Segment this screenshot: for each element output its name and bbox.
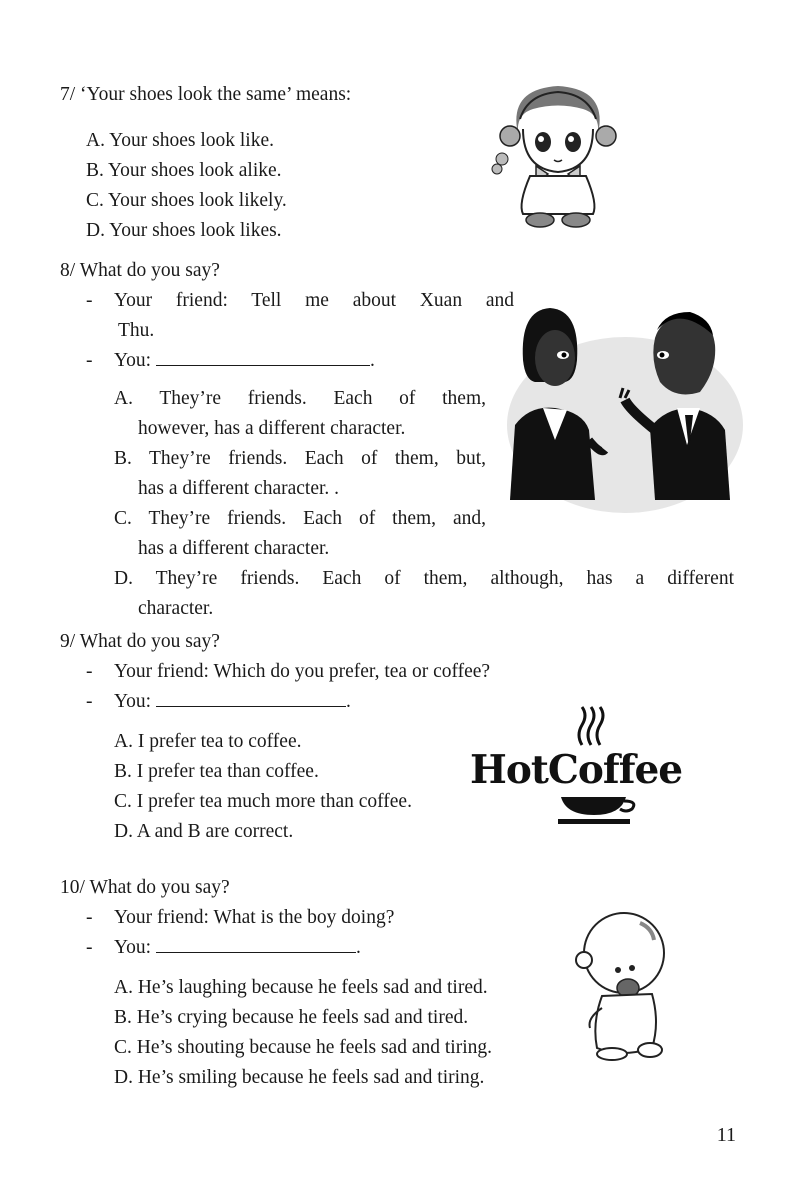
option-9c: C. I prefer tea much more than coffee. [114,791,412,812]
hot-coffee-logo [466,705,711,830]
dialog-you-line: - You: . [60,687,490,717]
option-10c: C. He’s shouting because he feels sad and tiring. [114,1037,492,1058]
option-8d: D. They’re friends. Each of them, although, has a different character. [114,568,734,619]
option-7a: A. Your shoes look like. [86,130,274,151]
dialog-friend-line: - Your friend: Tell me about Xuan and Thu. [86,290,514,341]
question-7 [60,80,351,246]
option-10a: A. He’s laughing because he feels sad and tired. [114,977,488,998]
option-8b: B. They’re friends. Each of them, but, has a different character. . [114,448,486,499]
dialog-friend-line: - Your friend: What is the boy doing? [86,907,395,928]
option-10b: B. He’s crying because he feels sad and tired. [114,1007,469,1028]
page-number: 11 [716,1124,736,1146]
option-9b: B. I prefer tea than coffee. [114,761,319,782]
cartoon-girl-illustration [488,74,628,234]
answer-blank [156,347,370,366]
option-7c: C. Your shoes look likely. [86,190,287,211]
dialog-you-line: - You: . [60,933,492,963]
option-7b: B. Your shoes look alike. [86,160,282,181]
question-10-prompt: 10/ What do you say? [60,877,230,898]
option-9d: D. A and B are correct. [114,821,294,842]
two-people-talking-illustration [505,300,745,515]
question-10 [60,873,492,1093]
answer-blank [156,688,346,707]
option-8a: A. They’re friends. Each of them, however, has a different character. [114,388,486,439]
question-9 [60,627,490,847]
option-8c: C. They’re friends. Each of them, and, has a different character. [114,508,486,559]
crying-baby-illustration [572,908,672,1063]
question-8-prompt: 8/ What do you say? [60,260,220,281]
hot-coffee-logo-text: HotCoffee [470,747,683,793]
option-9a: A. I prefer tea to coffee. [114,731,302,752]
dialog-friend-line: - Your friend: Which do you prefer, tea or coffee? [86,661,491,682]
question-7-prompt: 7/ ‘Your shoes look the same’ means: [60,84,352,105]
option-7d: D. Your shoes look likes. [86,220,282,241]
dialog-you-line: - You: . [60,346,760,376]
option-10d: D. He’s smiling because he feels sad and tiring. [114,1067,485,1088]
answer-blank [156,934,356,953]
question-9-prompt: 9/ What do you say? [60,631,220,652]
